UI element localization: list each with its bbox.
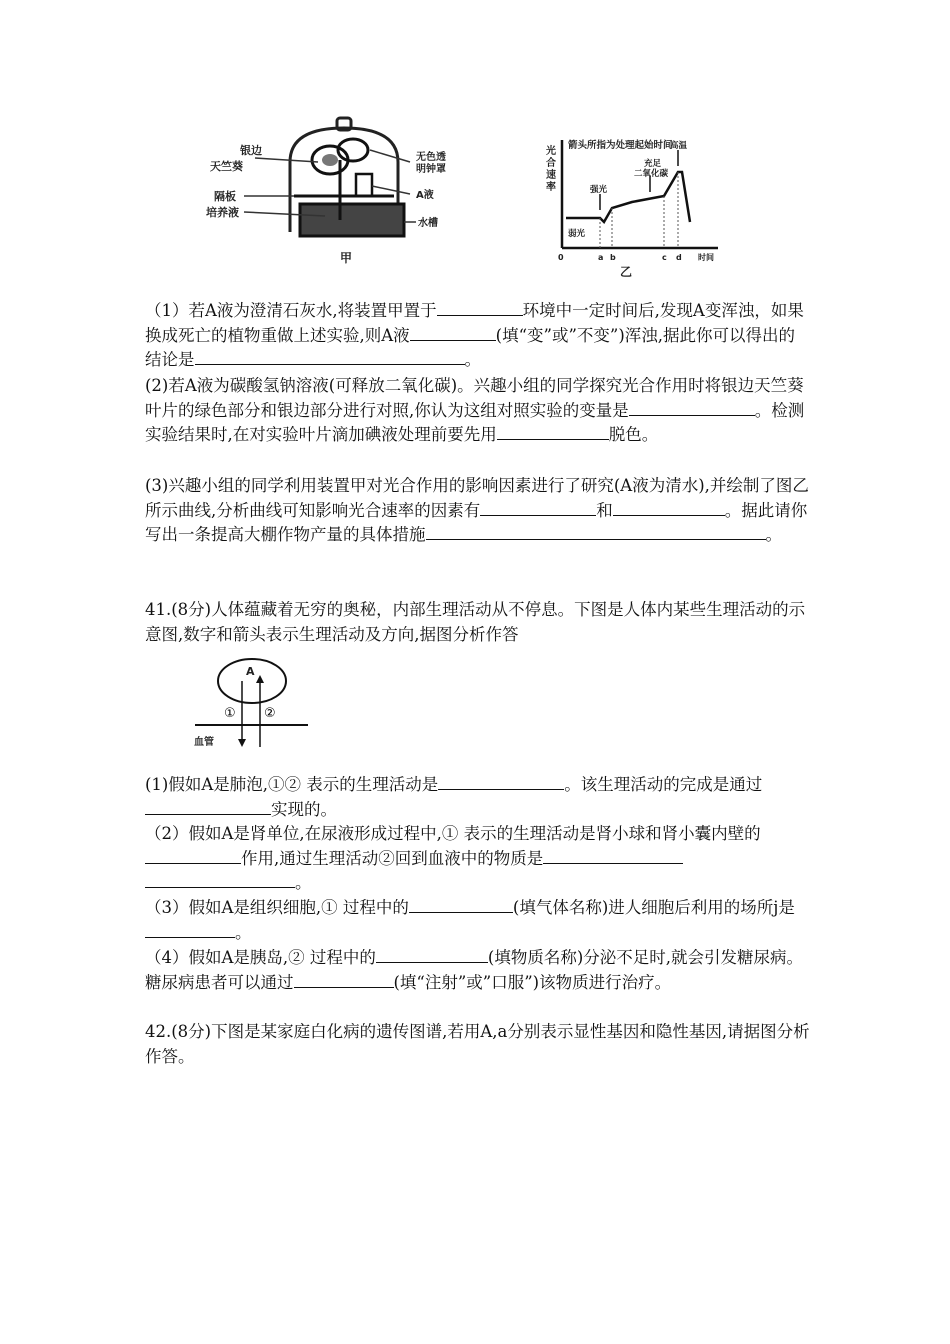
caption-jia: 甲	[340, 251, 353, 265]
answer-blank[interactable]	[437, 299, 523, 316]
answer-blank[interactable]	[195, 348, 465, 365]
answer-blank[interactable]	[438, 773, 564, 790]
y-label-4: 率	[546, 182, 556, 193]
answer-blank[interactable]	[480, 499, 596, 516]
answer-blank[interactable]	[376, 946, 488, 963]
x-tick-b: b	[610, 253, 616, 262]
label-mingzhongzhao: 明钟罩	[416, 164, 446, 175]
annot-sufficient: 充足	[644, 159, 662, 169]
fig-label-2: ②	[264, 706, 276, 721]
q41-part2: （2）假如A是肾单位,在尿液形成过程中,① 表示的生理活动是肾小球和肾小囊内壁的作用,通过生理活动②回到血液中的物质是。	[145, 824, 761, 892]
annot-co2: 二氧化碳	[634, 169, 669, 179]
caption-yi: 乙	[620, 265, 633, 279]
y-label-3: 速	[546, 170, 556, 181]
answer-blank[interactable]	[613, 499, 725, 516]
label-yinbian: 银边	[240, 144, 262, 157]
x-tick-d: d	[676, 253, 682, 262]
q41-part1: (1)假如A是肺泡,①② 表示的生理活动是 。该生理活动的完成是通过实现的。	[145, 775, 763, 819]
fig-label-vessel: 血管	[194, 737, 214, 748]
x-tick-0: 0	[558, 253, 564, 262]
fig-label-1: ①	[224, 706, 236, 721]
answer-blank[interactable]	[497, 423, 553, 440]
answer-blank[interactable]	[543, 847, 683, 864]
chart-title: 箭头所指为处理起始时间	[568, 140, 673, 151]
fig-label-a: A	[246, 665, 255, 678]
answer-blank[interactable]	[145, 921, 235, 938]
annot-weak-light: 弱光	[568, 229, 586, 239]
annot-strong-light: 强光	[590, 185, 608, 195]
label-geban: 隔板	[214, 190, 236, 203]
answer-blank[interactable]	[596, 523, 766, 540]
answer-blank[interactable]	[145, 871, 295, 888]
apparatus-figure	[140, 110, 500, 270]
label-peiyangye: 培养液	[206, 206, 239, 219]
label-shuicao: 水槽	[418, 218, 438, 229]
q40-part2: (2)若A液为碳酸氢钠溶液(可释放二氧化碳)。兴趣小组的同学探究光合作用时将银边天竺葵叶片的绿色部分和银边部分进行对照,你认为这组对照实验的变量是 。检测实验结果时,在对实验叶片滴加碘液处理前要先用 脱色。	[145, 376, 805, 444]
x-axis-label: 时间	[698, 253, 714, 262]
x-tick-c: c	[662, 253, 667, 262]
label-tianzhukui: 天竺葵	[210, 160, 243, 173]
q40-part3: (3)兴趣小组的同学利用装置甲对光合作用的影响因素进行了研究(A液为清水),并绘制了图乙所示曲线,分析曲线可知影响光合速率的因素有 和 。据此请你写出一条提高大棚作物产量的具体措施 。	[145, 476, 809, 544]
answer-blank[interactable]	[629, 399, 755, 416]
q41-part3: （3）假如A是组织细胞,① 过程中的 (填气体名称)进人细胞后利用的场所j是。	[145, 898, 795, 942]
q41-intro: 41.(8分)人体蕴藏着无穷的奥秘，内部生理活动从不停息。下图是人体内某些生理活动的示意图,数字和箭头表示生理活动及方向,据图分析作答	[145, 600, 806, 644]
answer-blank[interactable]	[145, 798, 271, 815]
x-tick-a: a	[598, 253, 604, 262]
answer-blank[interactable]	[426, 523, 596, 540]
y-label-2: 合	[546, 158, 556, 169]
answer-blank[interactable]	[294, 971, 394, 988]
answer-blank[interactable]	[410, 324, 496, 341]
label-a-liquid: A液	[416, 190, 434, 201]
alveolus-vessel-figure	[190, 655, 320, 755]
label-wusetou: 无色透	[416, 152, 446, 163]
photosynthesis-chart	[538, 110, 728, 280]
annot-high-temp: 高温	[670, 141, 688, 151]
answer-blank[interactable]	[145, 847, 241, 864]
y-label-1: 光	[546, 146, 556, 157]
q42-intro: 42.(8分)下图是某家庭白化病的遗传图谱,若用A,a分别表示显性基因和隐性基因,请据图分析作答。	[145, 1022, 810, 1066]
answer-blank[interactable]	[553, 423, 609, 440]
q40-part1: （1）若A液为澄清石灰水,将装置甲置于 环境中一定时间后,发现A变浑浊，如果换成死亡的植物重做上述实验,则A液 (填“变”或”不变”)浑浊,据此你可以得出的结论是 。	[145, 301, 804, 369]
answer-blank[interactable]	[409, 896, 513, 913]
q41-part4: （4）假如A是胰岛,② 过程中的 (填物质名称)分泌不足时,就会引发糖尿病。糖尿病患者可以通过 (填“注射”或”口服”)该物质进行治疗。	[145, 948, 804, 992]
